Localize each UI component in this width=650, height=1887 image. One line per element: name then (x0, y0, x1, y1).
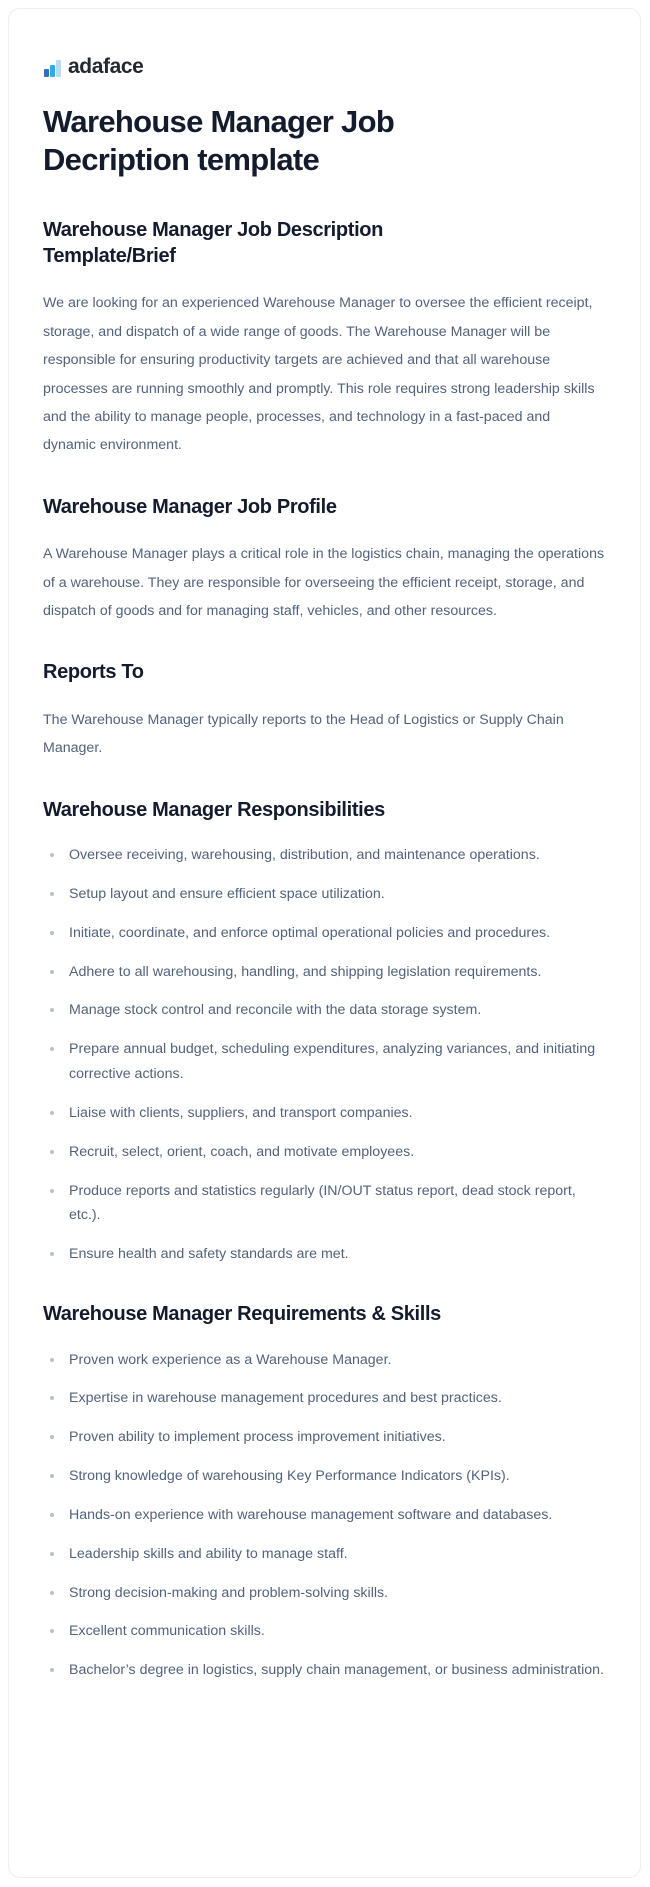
list-item-label: Adhere to all warehousing, handling, and shipping legislation requirements. (69, 963, 542, 980)
list-item-label: Oversee receiving, warehousing, distribution, and maintenance operations. (69, 847, 540, 864)
list-item-label: Proven ability to implement process improvement initiatives. (69, 1429, 446, 1446)
list-item-label: Setup layout and ensure efficient space utilization. (69, 885, 385, 902)
list-item (43, 1348, 606, 1373)
list-item-label: Manage stock control and reconcile with the data storage system. (69, 1002, 482, 1019)
adaface-bar-chart-icon (44, 60, 61, 77)
bullet-dot-icon (50, 1668, 54, 1672)
list-item (43, 1101, 606, 1126)
list-item (43, 1658, 606, 1683)
bullet-dot-icon (50, 1435, 54, 1439)
section-heading: Warehouse Manager Responsibilities (43, 798, 385, 821)
list-item-label: Excellent communication skills. (69, 1623, 265, 1640)
list-item (43, 1242, 606, 1267)
list-item (43, 1464, 606, 1489)
bullet-dot-icon (50, 1474, 54, 1478)
bullet-dot-icon (50, 1150, 54, 1154)
list-item (43, 1581, 606, 1606)
list-item-label: Ensure health and safety standards are met. (69, 1246, 349, 1263)
list-item-label: Strong decision-making and problem-solving skills. (69, 1584, 389, 1601)
bullet-dot-icon (50, 931, 54, 935)
section-job-profile (43, 494, 606, 626)
list-item (43, 960, 606, 985)
bullet-dot-icon (50, 1189, 54, 1193)
list-item-label: Produce reports and statistics regularly (IN/OUT status report, dead stock report, etc.). (69, 1182, 576, 1224)
list-item-label: Expertise in warehouse management procedures and best practices. (69, 1390, 502, 1407)
bullet-dot-icon (50, 1358, 54, 1362)
list-item-label: Hands-on experience with warehouse management software and databases. (69, 1506, 553, 1523)
list-item (43, 1386, 606, 1411)
list-item (43, 1037, 606, 1087)
bullet-dot-icon (50, 1252, 54, 1256)
brand-logo[interactable] (44, 51, 606, 77)
list-item (43, 1179, 606, 1229)
list-item (43, 882, 606, 907)
list-item (43, 921, 606, 946)
list-item (43, 843, 606, 868)
bullet-dot-icon (50, 892, 54, 896)
bullet-dot-icon (50, 1513, 54, 1517)
page-title: Warehouse Manager Job Decription template (43, 104, 395, 177)
bullet-dot-icon (50, 970, 54, 974)
list-item-label: Liaise with clients, suppliers, and transport companies. (69, 1104, 413, 1121)
brand-name: adaface (68, 55, 144, 78)
list-item (43, 1140, 606, 1165)
list-item (43, 1425, 606, 1450)
bullet-dot-icon (50, 853, 54, 857)
section-heading: Warehouse Manager Job Description Template/Brief (43, 218, 384, 268)
list-item (43, 1503, 606, 1528)
section-paragraph: The Warehouse Manager typically reports to the Head of Logistics or Supply Chain Manager. (43, 711, 564, 757)
list-item-label: Initiate, coordinate, and enforce optimal operational policies and procedures. (69, 924, 551, 941)
section-template-brief (43, 217, 606, 460)
bullet-dot-icon (50, 1591, 54, 1595)
list-item-label: Proven work experience as a Warehouse Manager. (69, 1351, 392, 1368)
bullet-dot-icon (50, 1008, 54, 1012)
bullet-dot-icon (50, 1111, 54, 1115)
section-paragraph: We are looking for an experienced Warehouse Manager to oversee the efficient receipt, storage, and dispatch of a wide range of goods. The Warehouse Manager will be responsible for ensuring productivity targets are achieved and that all warehouse processes are running smoothly and promptly. This role requires strong leadership skills and the ability to manage people, processes, and technology in a fast-paced and dynamic environment. (43, 295, 595, 454)
list-item-label: Bachelor’s degree in logistics, supply chain management, or business administration. (69, 1662, 604, 1679)
section-heading: Warehouse Manager Job Profile (43, 495, 337, 518)
list-item-label: Strong knowledge of warehousing Key Performance Indicators (KPIs). (69, 1468, 510, 1485)
section-requirements-skills (43, 1301, 606, 1683)
list-item (43, 1619, 606, 1644)
list-item (43, 1542, 606, 1567)
list-item-label: Leadership skills and ability to manage staff. (69, 1545, 348, 1562)
section-heading: Warehouse Manager Requirements & Skills (43, 1303, 441, 1326)
bullet-dot-icon (50, 1552, 54, 1556)
bullet-dot-icon (50, 1047, 54, 1051)
document-card (8, 8, 641, 1878)
list-item-label: Prepare annual budget, scheduling expenditures, analyzing variances, and initiating corrective actions. (69, 1041, 596, 1083)
section-responsibilities (43, 797, 606, 1268)
list-item (43, 998, 606, 1023)
section-heading: Reports To (43, 661, 144, 684)
requirements-list (43, 1348, 606, 1684)
responsibilities-list (43, 843, 606, 1267)
list-item-label: Recruit, select, orient, coach, and motivate employees. (69, 1143, 415, 1160)
bullet-dot-icon (50, 1396, 54, 1400)
bullet-dot-icon (50, 1629, 54, 1633)
section-reports-to (43, 659, 606, 762)
section-paragraph: A Warehouse Manager plays a critical role in the logistics chain, managing the operations of a warehouse. They are responsible for overseeing the efficient receipt, storage, and dispatch of goods and for managing staff, vehicles, and other resources. (43, 546, 605, 620)
